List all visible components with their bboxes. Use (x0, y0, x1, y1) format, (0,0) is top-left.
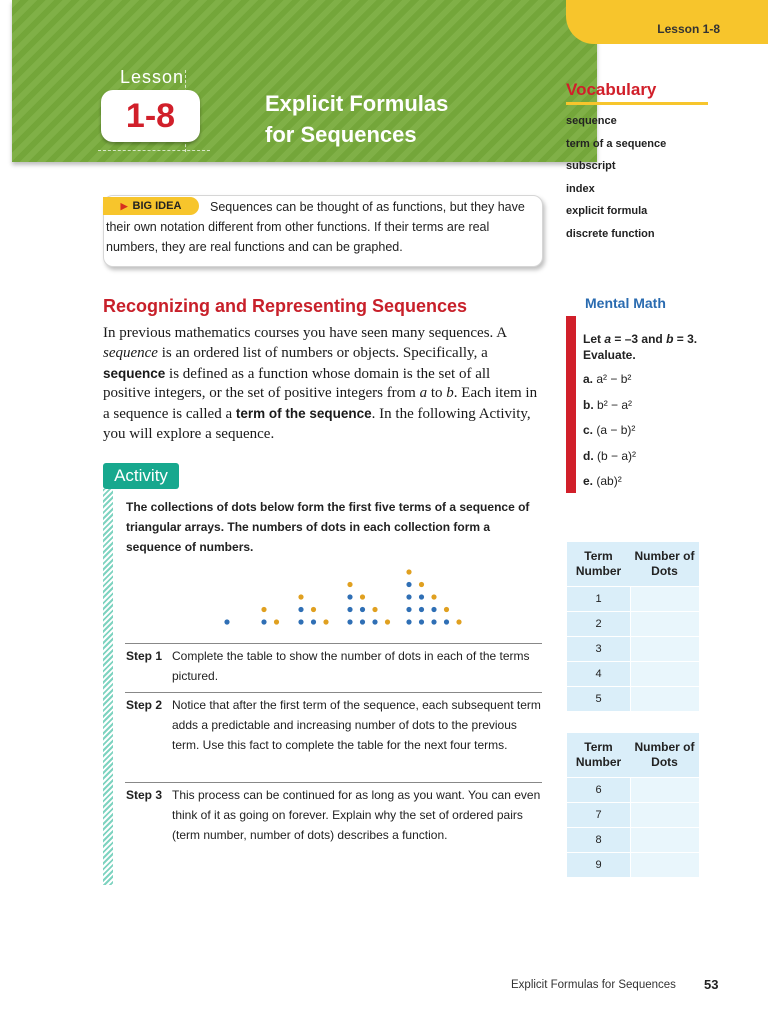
dot-term-1 (224, 619, 229, 624)
text-run: . Each item in a sequence is called a (103, 385, 538, 423)
dot-term-4 (360, 619, 365, 624)
dot-term-3 (298, 619, 303, 624)
item-label: e. (583, 474, 594, 488)
mental-math-item (583, 367, 753, 393)
mental-math-bar (566, 316, 576, 493)
term-number-cell: 3 (567, 636, 630, 661)
step-divider (125, 643, 542, 644)
dots-answer-cell[interactable] (630, 827, 699, 852)
page-number: 53 (704, 977, 719, 992)
item-expression: b² − a² (597, 397, 633, 412)
term-bold: sequence (103, 365, 166, 381)
lesson-word: Lesson (120, 67, 185, 87)
column-header-number-of-dots: Number of Dots (630, 733, 699, 777)
dot-term-5 (431, 594, 436, 599)
term-number-cell: 8 (567, 827, 630, 852)
dot-term-5 (419, 594, 424, 599)
dots-answer-cell[interactable] (630, 661, 699, 686)
vocabulary-item: index (566, 182, 595, 195)
dot-term-2 (261, 619, 266, 624)
vocabulary-rule (566, 102, 708, 105)
dots-answer-cell[interactable] (630, 852, 699, 877)
step-label: Step 1 (126, 649, 163, 663)
dot-term-5 (419, 619, 424, 624)
vocabulary-title: Vocabulary (566, 80, 657, 99)
dot-term-5 (406, 607, 411, 612)
dots-answer-cell[interactable] (630, 686, 699, 711)
dots-answer-cell[interactable] (630, 802, 699, 827)
variable-b: b (446, 385, 454, 402)
dots-answer-cell[interactable] (630, 611, 699, 636)
step-text: Notice that after the first term of the sequence, each subsequent term adds a predictable and increasing number of dots to the previous term. Use this fact to complete the table for the next four terms. (172, 698, 541, 752)
activity-step-1 (126, 646, 546, 686)
footer-title: Explicit Formulas for Sequences (511, 979, 676, 991)
page-title (265, 88, 448, 150)
table-row (567, 827, 699, 852)
lesson-number-badge: 1-8 (101, 90, 200, 142)
item-label: c. (583, 423, 594, 437)
dot-term-4 (347, 607, 352, 612)
text-run: to (427, 385, 447, 402)
term-number-cell: 1 (567, 586, 630, 611)
dot-term-2 (261, 607, 266, 612)
mental-math-item (583, 393, 753, 419)
dot-term-3 (298, 594, 303, 599)
dot-term-4 (372, 619, 377, 624)
big-idea-label: BIG IDEA (132, 200, 182, 212)
mental-math-title: Mental Math (585, 295, 666, 311)
term-number-cell: 9 (567, 852, 630, 877)
dot-term-5 (431, 619, 436, 624)
text-run: In previous mathematics courses you have seen many sequences. A (103, 325, 507, 341)
dot-term-3 (311, 619, 316, 624)
term-number-cell: 4 (567, 661, 630, 686)
dot-term-5 (456, 619, 461, 624)
dot-term-5 (431, 607, 436, 612)
body-paragraph (103, 324, 539, 445)
column-header-term-number: Term Number (567, 733, 630, 777)
step-text: This process can be continued for as long as you want. You can even think of it as going on forever. Explain why the set of ordered pairs (term number, number of dots) describes a function. (172, 788, 541, 842)
dots-answer-cell[interactable] (630, 636, 699, 661)
dot-term-3 (311, 607, 316, 612)
text-run: Let (583, 332, 605, 346)
item-expression: (b − a)² (597, 448, 637, 463)
step-label: Step 3 (126, 788, 163, 802)
mental-math-item (583, 444, 753, 470)
step-text: Complete the table to show the number of dots in each of the terms pictured. (172, 649, 530, 683)
item-label: b. (583, 397, 594, 412)
table-row (567, 852, 699, 877)
dot-term-5 (406, 569, 411, 574)
text-run: . In the following Activity, you will explore a sequence. (103, 406, 531, 442)
section-title: Recognizing and Representing Sequences (103, 296, 468, 316)
table-row (567, 777, 699, 802)
vocabulary-item: subscript (566, 160, 616, 173)
dot-term-4 (347, 582, 352, 587)
text-run: = 3. (673, 332, 698, 346)
vocabulary-item: explicit formula (566, 205, 648, 218)
term-bold: term of the sequence (235, 406, 372, 422)
variable-a: a (604, 332, 612, 346)
dot-term-3 (323, 619, 328, 624)
activity-stripe (103, 489, 113, 885)
table-row (567, 636, 699, 661)
dot-term-3 (298, 607, 303, 612)
item-expression: (a − b)² (596, 423, 636, 437)
page-title-line2: for Sequences (265, 122, 417, 147)
dot-term-5 (406, 582, 411, 587)
lesson-divider-horizontal (98, 150, 210, 151)
step-divider (125, 782, 542, 783)
lesson-tab (566, 0, 768, 44)
item-label: d. (583, 448, 594, 463)
table-row (567, 661, 699, 686)
dot-term-4 (372, 607, 377, 612)
mental-math-lead (583, 331, 753, 363)
table-row (567, 802, 699, 827)
dot-term-5 (419, 607, 424, 612)
column-header-number-of-dots: Number of Dots (630, 542, 699, 586)
activity-step-2 (126, 695, 546, 755)
term-number-cell: 6 (567, 777, 630, 802)
text-run: = –3 and (611, 332, 667, 346)
dot-term-4 (360, 607, 365, 612)
dot-term-4 (385, 619, 390, 624)
term-table-2 (567, 733, 699, 877)
text-run: is an ordered list of numbers or objects. Specifically, a (157, 344, 488, 361)
activity-label: Activity (103, 463, 179, 489)
play-arrow-icon: ▶ (120, 200, 128, 211)
dot-term-4 (360, 594, 365, 599)
activity-step-3 (126, 785, 546, 845)
item-expression: a² − b² (596, 372, 632, 386)
item-label: a. (583, 372, 594, 386)
variable-b: b (666, 332, 674, 346)
dot-term-5 (406, 619, 411, 624)
step-label: Step 2 (126, 698, 163, 712)
table-row (567, 611, 699, 636)
term-italic: sequence (103, 344, 158, 361)
vocabulary-item: discrete function (566, 227, 655, 240)
mental-math-content (583, 331, 753, 495)
text-run: is defined as a function whose domain is the set of all positive integers, or the set of positive integers from (103, 365, 491, 402)
dots-answer-cell[interactable] (630, 586, 699, 611)
dot-term-5 (444, 607, 449, 612)
table-row (567, 586, 699, 611)
dot-term-5 (419, 582, 424, 587)
item-expression: (ab)² (596, 474, 622, 488)
mental-math-item (583, 418, 753, 444)
dot-term-2 (274, 619, 279, 624)
term-table-1 (567, 542, 699, 711)
text-run: Evaluate. (583, 348, 636, 362)
term-number-cell: 5 (567, 686, 630, 711)
activity-intro: The collections of dots below form the first five terms of a sequence of triangular arrays. The numbers of dots in each collection form a sequence of numbers. (126, 500, 530, 554)
big-idea-text: Sequences can be thought of as functions, but they have their own notation different from other functions. If their terms are real numbers, they are real functions and can be graphed. (106, 200, 525, 254)
vocabulary-item: term of a sequence (566, 137, 667, 150)
variable-a: a (419, 385, 428, 402)
page-title-line1: Explicit Formulas (265, 91, 449, 116)
big-idea-tag (103, 197, 199, 215)
dot-term-5 (444, 619, 449, 624)
lesson-tab-text: Lesson 1-8 (657, 22, 720, 36)
term-number-cell: 2 (567, 611, 630, 636)
step-divider (125, 692, 542, 693)
column-header-term-number: Term Number (567, 542, 630, 586)
vocabulary-list (566, 113, 746, 249)
triangular-dots-figure (215, 560, 465, 635)
dots-answer-cell[interactable] (630, 777, 699, 802)
table-row (567, 686, 699, 711)
mental-math-item (583, 469, 753, 495)
dot-term-4 (347, 594, 352, 599)
vocabulary-item: sequence (566, 115, 617, 127)
dot-term-5 (406, 594, 411, 599)
term-number-cell: 7 (567, 802, 630, 827)
dot-term-4 (347, 619, 352, 624)
